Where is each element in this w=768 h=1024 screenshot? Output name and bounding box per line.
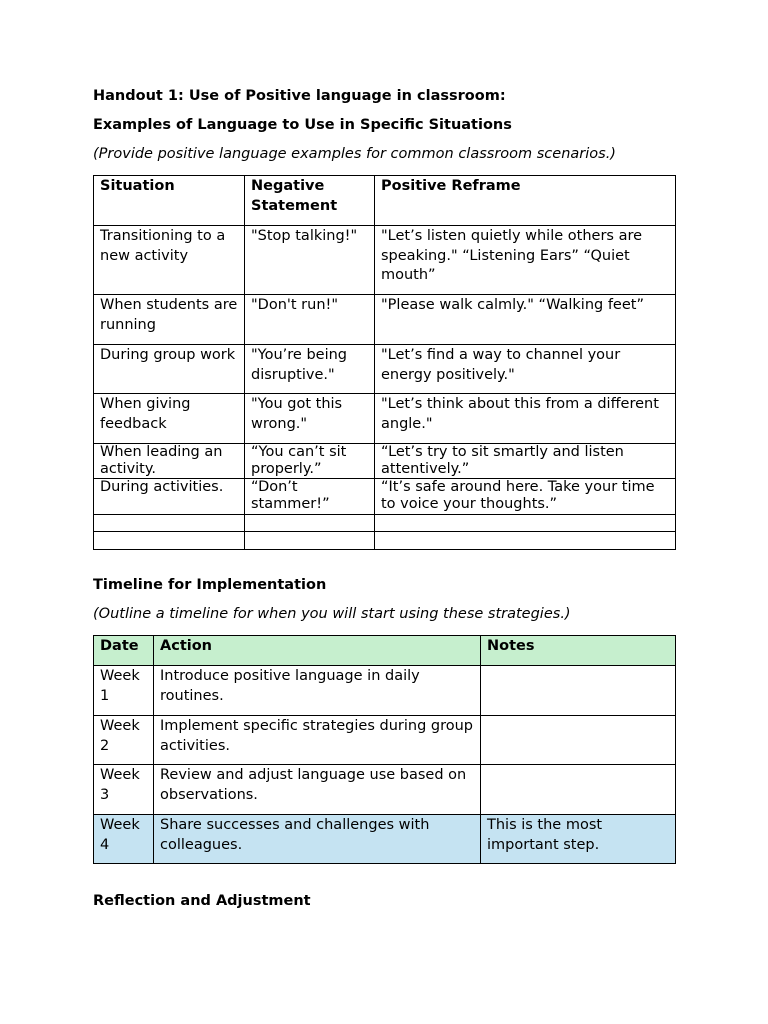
table-cell: Share successes and challenges with colleagues. [154, 815, 481, 864]
table-cell: Transitioning to a new activity [94, 226, 245, 295]
column-header: Positive Reframe [375, 176, 676, 226]
column-header: Negative Statement [245, 176, 375, 226]
table-cell: "You got this wrong." [245, 394, 375, 444]
table-cell: When leading an activity. [94, 444, 245, 479]
table-cell: Week 4 [94, 815, 154, 864]
table-row [94, 515, 676, 532]
table-cell: This is the most important step. [481, 815, 676, 864]
column-header: Situation [94, 176, 245, 226]
table-cell: "You’re being disruptive." [245, 345, 375, 394]
table-header-row [94, 176, 676, 226]
table-cell: "Let’s find a way to channel your energy positively." [375, 345, 676, 394]
table-cell: Review and adjust language use based on observations. [154, 765, 481, 815]
table-cell: Week 3 [94, 765, 154, 815]
table-cell: When giving feedback [94, 394, 245, 444]
table-cell [94, 515, 245, 532]
table-cell: “It’s safe around here. Take your time to voice your thoughts.” [375, 479, 676, 515]
table-cell: During activities. [94, 479, 245, 515]
table-cell: Introduce positive language in daily routines. [154, 666, 481, 716]
table-cell: "Let’s think about this from a different angle." [375, 394, 676, 444]
timeline-table [93, 635, 676, 864]
table-row [94, 295, 676, 345]
table-row [94, 444, 676, 479]
table-row [94, 765, 676, 815]
section-instruction-timeline: (Outline a timeline for when you will start using these strategies.) [93, 606, 571, 622]
table-cell [94, 532, 245, 550]
table-cell [245, 515, 375, 532]
table-cell [481, 765, 676, 815]
table-row [94, 532, 676, 550]
table-cell [481, 716, 676, 765]
table-cell: “Don’t stammer!” [245, 479, 375, 515]
table-cell: "Don't run!" [245, 295, 375, 345]
table-row [94, 345, 676, 394]
table-cell: When students are running [94, 295, 245, 345]
section-heading-timeline: Timeline for Implementation [93, 577, 327, 593]
table-cell: “You can’t sit properly.” [245, 444, 375, 479]
column-header: Action [154, 636, 481, 666]
situations-table [93, 175, 676, 550]
table-cell: "Let’s listen quietly while others are speaking." “Listening Ears” “Quiet mouth” [375, 226, 676, 295]
table-cell [245, 532, 375, 550]
table-cell: Implement specific strategies during group activities. [154, 716, 481, 765]
table-row [94, 716, 676, 765]
table-cell: "Stop talking!" [245, 226, 375, 295]
table-cell [375, 515, 676, 532]
table-row [94, 666, 676, 716]
table-cell [375, 532, 676, 550]
section-heading-reflection: Reflection and Adjustment [93, 893, 311, 909]
section-instruction-examples: (Provide positive language examples for common classroom scenarios.) [93, 146, 616, 162]
table-header-row [94, 636, 676, 666]
table-row [94, 394, 676, 444]
table-cell: "Please walk calmly." “Walking feet” [375, 295, 676, 345]
table-cell: During group work [94, 345, 245, 394]
table-cell [481, 666, 676, 716]
column-header: Notes [481, 636, 676, 666]
table-cell: “Let’s try to sit smartly and listen attentively.” [375, 444, 676, 479]
table-cell: Week 1 [94, 666, 154, 716]
table-cell: Week 2 [94, 716, 154, 765]
table-row [94, 226, 676, 295]
section-heading-examples: Examples of Language to Use in Specific Situations [93, 117, 512, 133]
table-row [94, 479, 676, 515]
column-header: Date [94, 636, 154, 666]
table-row-highlighted [94, 815, 676, 864]
handout-title: Handout 1: Use of Positive language in classroom: [93, 88, 506, 104]
